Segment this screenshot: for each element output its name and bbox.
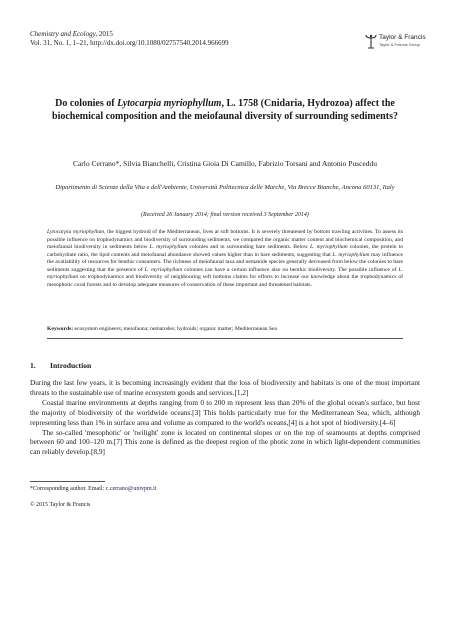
footnote-divider: [30, 481, 105, 482]
journal-year: 2015: [97, 30, 113, 38]
abstract-text: may influence the availability of resources for benthic consumers. The richness of meiofaunal taxa and nematode species generally decreased from below the colonies to bare sediments suggesting that the presence of: [47, 251, 403, 273]
corresponding-author-footnote: [30, 485, 157, 493]
keywords-list: ecosystem engineers; meiofauna; nematodes; hydroids; organic matter; Mediterranean Sea: [73, 326, 277, 332]
journal-name: Chemistry and Ecology,: [30, 30, 98, 38]
title-part-2: , L. 1758 (Cnidaria, Hydrozoa) affect the biochemical composition and the meiofaunal diversity of surrounding sediments?: [52, 98, 398, 122]
title-part-1: Do colonies of: [55, 98, 118, 109]
paragraph: Coastal marine environments at depths ranging from 0 to 200 m represent less than 20% of the global ocean's surface, but host the majority of biodiversity of the worldwide oceans.[3] This holds particularly true for the Mediterranean Sea, which, although representing less than 1% in surface area and volume as compared to the world's oceans,[4] is a hot spot of biodiversity.[4–6]: [30, 397, 420, 427]
section-heading: [30, 361, 91, 370]
footnote-label: *Corresponding author. Email:: [30, 486, 106, 492]
keywords: [47, 326, 403, 334]
publisher-name: Taylor & Francis: [379, 34, 426, 41]
species-name: L. myriophyllum: [144, 266, 183, 273]
species-name: L. myriophyllum: [47, 266, 403, 281]
publisher-logo-icon: [365, 34, 377, 49]
publisher-logo: [365, 34, 425, 52]
abstract-divider: [47, 338, 403, 339]
section-number: 1.: [30, 361, 36, 370]
copyright-notice: © 2015 Taylor & Francis: [30, 502, 91, 508]
keywords-label: Keywords:: [47, 326, 74, 332]
body-text: [30, 378, 420, 457]
received-dates: (Received 26 January 2014; final version received 3 September 2014): [141, 212, 309, 218]
article-title: [42, 98, 408, 123]
journal-line: [30, 30, 229, 39]
species-name: Lytocarpia myriophyllum: [47, 229, 105, 235]
species-name: L. myriophyllum: [332, 251, 370, 258]
species-name: L. myriophyllum: [309, 244, 348, 251]
citation-line[interactable]: Vol. 31, No. 1, 1–21, http://dx.doi.org/10.1080/02757540.2014.966699: [30, 39, 229, 47]
abstract-text: colonies and in surrounding bare sediments. Below: [187, 244, 310, 251]
paragraph: During the last few years, it is becoming increasingly evident that the loss of biodiversity and habitats is one of the most important threats to the sustainable use of marine ecosystem goods and services.[1,2]: [30, 378, 420, 397]
affiliation: Dipartimento di Scienze della Vita e dell'Ambiente, Università Politecnica delle Marche, Via Brecce Bianche, Ancona 60131, Italy: [55, 184, 395, 191]
abstract-text: colonies can have a certain influence also on benthic biodiversity. The possible influence of: [182, 266, 399, 273]
running-header: [30, 30, 229, 48]
section-title: Introduction: [50, 361, 92, 370]
abstract-text: , the biggest hydroid of the Mediterranean, lives at soft bottoms. It is severely threatened by bottom trawling activities. To assess its possible influence on trophodynamics and biodiversity of surrounding sediments, we compared the organic matter content and biochemical composition, and meiofaunal biodiversity in sediments below: [47, 229, 404, 251]
species-name: L. myriophyllum: [149, 244, 188, 251]
publisher-subtitle: Taylor & Francis Group: [379, 42, 420, 47]
abstract-text: colonies, the protein to carbohydrate ratio, the lipid contents and meiofaunal abundance showed values higher than in bare sediments, suggesting that: [47, 244, 403, 258]
author-email-link[interactable]: c.cerrano@univpm.it: [105, 486, 157, 492]
paragraph: The so-called 'mesophotic' or 'twilight' zone is located on continental slopes or on the top of seamounts at depths comprised between 60 and 100–120 m.[7] This zone is defined as the deepest region of the photic zone in which light-dependent communities can reliably develop.[8,9]: [30, 427, 420, 457]
author-list: Carlo Cerrano*, Silvia Bianchelli, Cristina Gioia Di Camillo, Fabrizio Torsani and Antonio Pusceddu: [72, 159, 378, 168]
title-species: Lytocarpia myriophyllum: [117, 98, 222, 109]
abstract: [47, 229, 403, 289]
abstract-text: on trophodynamics and biodiversity of neighbouring soft bottoms claims for efforts to increase our knowledge about the trophodynamics of mesophotic coral forests and to develop adequate measures of conservation of these important and threatened habitats.: [47, 274, 403, 288]
